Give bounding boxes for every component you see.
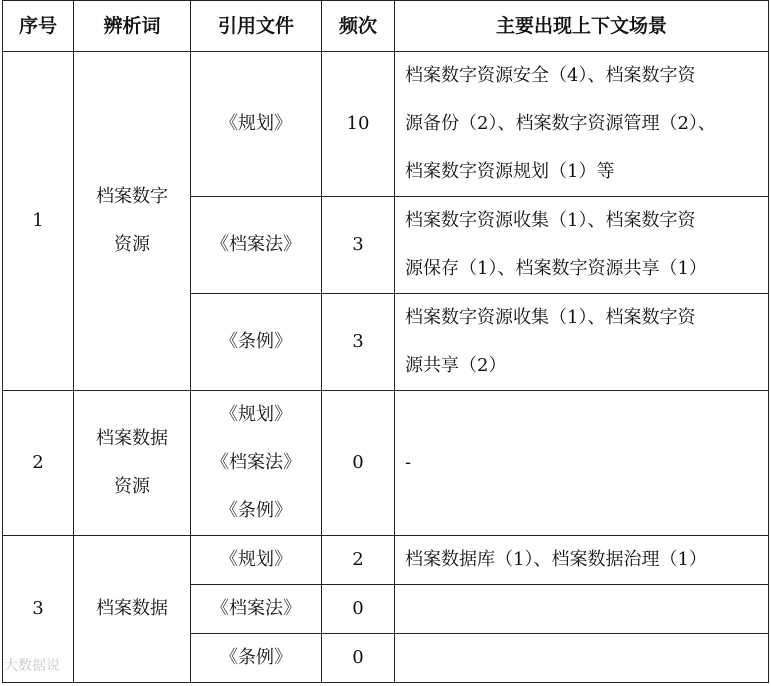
doc-cell: 《规划》: [191, 536, 322, 585]
term-analysis-table: [2, 0, 769, 683]
header-row: [3, 1, 769, 52]
context-cell: -: [395, 391, 769, 536]
term-line: 资源: [114, 476, 150, 497]
row-number: 2: [3, 391, 74, 536]
doc-cell: 《条例》: [191, 294, 322, 391]
doc-cell: 《档案法》: [191, 197, 322, 294]
freq-cell: 10: [322, 52, 395, 197]
context-cell: [395, 52, 769, 197]
header-context: 主要出现上下文场景: [395, 1, 769, 52]
context-cell: [395, 294, 769, 391]
context-line: 档案数字资源规划（1）等: [405, 161, 615, 182]
context-cell: [395, 634, 769, 683]
header-doc: 引用文件: [191, 1, 322, 52]
freq-cell: 3: [322, 197, 395, 294]
freq-cell: 3: [322, 294, 395, 391]
table-row: [3, 52, 769, 197]
term-cell: [74, 391, 191, 536]
row-number: 3: [3, 536, 74, 683]
watermark: 大数据说: [4, 658, 60, 674]
freq-cell: 0: [322, 585, 395, 634]
row-number: 1: [3, 52, 74, 391]
context-cell: [395, 197, 769, 294]
doc-cell: 《规划》: [191, 52, 322, 197]
freq-cell: 0: [322, 634, 395, 683]
term-cell: [74, 52, 191, 391]
table-row: [3, 536, 769, 585]
term-cell: 档案数据: [74, 536, 191, 683]
context-line: 源保存（1）、档案数字资源共享（1）: [405, 258, 707, 279]
term-line: 资源: [114, 234, 150, 255]
header-term: 辨析词: [74, 1, 191, 52]
header-no: 序号: [3, 1, 74, 52]
context-line: 档案数字资源收集（1）、档案数字资: [405, 307, 696, 328]
freq-cell: 0: [322, 391, 395, 536]
table-row: [3, 391, 769, 536]
header-freq: 频次: [322, 1, 395, 52]
doc-cell: 《条例》: [191, 634, 322, 683]
context-line: 档案数字资源安全（4）、档案数字资: [405, 65, 696, 86]
context-line: 源共享（2）: [405, 355, 507, 376]
freq-cell: 2: [322, 536, 395, 585]
doc-line: 《条例》: [220, 500, 292, 521]
context-line: 档案数字资源收集（1）、档案数字资: [405, 210, 696, 231]
doc-cell: 《档案法》: [191, 585, 322, 634]
context-cell: 档案数据库（1）、档案数据治理（1）: [395, 536, 769, 585]
doc-line: 《档案法》: [211, 452, 301, 473]
term-line: 档案数据: [96, 428, 168, 449]
doc-line: 《规划》: [220, 404, 292, 425]
doc-cell: [191, 391, 322, 536]
term-line: 档案数字: [96, 186, 168, 207]
context-cell: [395, 585, 769, 634]
context-line: 源备份（2）、档案数字资源管理（2）、: [405, 113, 716, 134]
